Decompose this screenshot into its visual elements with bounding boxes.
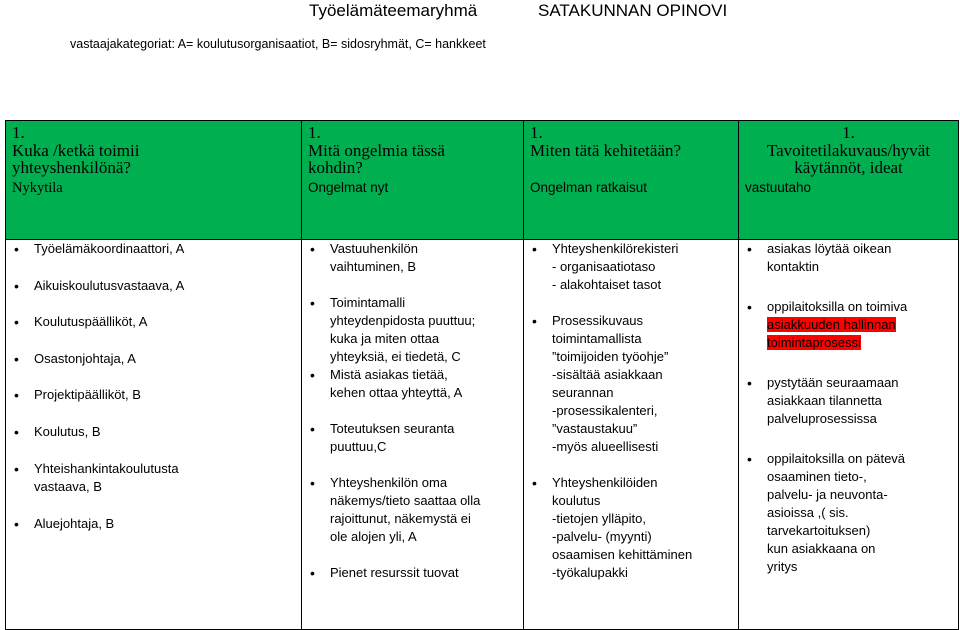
list-item <box>524 240 738 294</box>
list-item-text: Koulutus, B <box>34 424 101 439</box>
column-subheading: Ongelmat nyt <box>308 179 389 195</box>
list-item-text: Aikuiskoulutusvastaava, A <box>34 277 185 293</box>
column-number: 1. <box>308 123 321 142</box>
list-item-text: oppilaitoksilla on pätevä osaaminen tieto-, palvelu- ja neuvonta- asioissa ,( sis. tarvekartoituksen) kun asiakkaana on yritys <box>767 451 906 574</box>
column-number: 1. <box>530 123 543 142</box>
bullet-icon: • <box>14 241 19 257</box>
list-item <box>302 474 523 546</box>
bullet-icon: • <box>532 475 537 491</box>
list-item-text: asiakas löytää oikean kontaktin <box>767 241 892 274</box>
list-item <box>6 277 301 295</box>
list-item-text: Yhteishankintakoulutusta vastaava, B <box>34 460 179 494</box>
list-item-text: Projektipäälliköt, B <box>34 387 141 402</box>
page-title-right: SATAKUNNAN OPINOVI <box>538 1 728 20</box>
column-header-problems <box>302 121 524 240</box>
bullet-icon: • <box>310 421 315 437</box>
bullet-icon: • <box>14 460 19 477</box>
theme-table <box>5 120 959 630</box>
bullet-icon: • <box>310 295 315 311</box>
list-item <box>524 312 738 456</box>
bullet-icon: • <box>310 241 315 257</box>
list-item <box>6 515 301 533</box>
list-item <box>6 350 301 368</box>
bullet-icon: • <box>14 424 19 440</box>
bullet-icon: • <box>14 314 19 330</box>
bullet-icon: • <box>14 515 19 532</box>
header-row <box>6 121 959 240</box>
column-heading: Kuka /ketkä toimii yhteyshenkilönä? <box>12 140 140 177</box>
list-item-text: Yhteyshenkilön oma näkemys/tieto saattaa olla rajoittunut, näkemystä ei ole alojen yli, A <box>330 475 481 544</box>
bullet-icon: • <box>747 299 752 315</box>
list-item-text: Toteutuksen seuranta puuttuu,C <box>330 421 455 454</box>
list-item <box>524 474 738 582</box>
list-item <box>6 423 301 441</box>
bullet-icon: • <box>14 277 19 294</box>
column-subheading: Ongelman ratkaisut <box>530 180 648 195</box>
list-item-text: Pienet resurssit tuovat <box>330 565 459 580</box>
list-item-text: Koulutuspäälliköt, A <box>34 314 148 329</box>
list-item-text: pystytään seuraamaan asiakkaan tilannetta palveluprosessissa <box>767 375 899 426</box>
list-item-text: Aluejohtaja, B <box>34 515 115 531</box>
column-header-goals <box>739 121 959 240</box>
list-item <box>6 386 301 404</box>
bullet-icon: • <box>747 451 752 467</box>
list-item-text: Toimintamalli yhteydenpidosta puuttuu; kuka ja miten ottaa yhteyksiä, ei tiedetä, C <box>330 295 476 364</box>
column-subheading: Nykytila <box>12 179 63 196</box>
bullet-icon: • <box>14 350 19 367</box>
column-number: 1. <box>12 123 25 142</box>
bullet-icon: • <box>14 387 19 403</box>
list-item <box>739 374 958 428</box>
list-item-text: Osastonjohtaja, A <box>34 350 136 366</box>
column-heading: Miten tätä kehitetään? <box>530 140 682 160</box>
list-item-text: Työelämäkoordinaattori, A <box>34 241 185 256</box>
bullet-icon: • <box>310 475 315 491</box>
list-item <box>739 450 958 576</box>
list-item-text: Mistä asiakas tietää, kehen ottaa yhteyttä, A <box>330 367 463 400</box>
list-item <box>739 240 958 276</box>
bullet-icon: • <box>532 241 537 257</box>
column-number: 1. <box>842 123 855 142</box>
list-item-text: Yhteyshenkilörekisteri - organisaatiotaso - alakohtaiset tasot <box>552 241 679 292</box>
list-item <box>302 294 523 366</box>
column-heading: Tavoitetilakuvaus/hyvät käytännöt, ideat <box>766 140 931 177</box>
column-body-problems <box>302 240 524 630</box>
column-header-contact <box>6 121 302 240</box>
list-item <box>302 564 523 582</box>
list-item <box>302 420 523 456</box>
bullet-icon: • <box>310 565 315 581</box>
list-item <box>302 240 523 276</box>
page-title-left: Työelämäteemaryhmä <box>309 1 478 20</box>
column-body-solutions <box>524 240 739 630</box>
list-item <box>302 366 523 402</box>
list-item <box>6 460 301 496</box>
list-item <box>739 298 958 352</box>
bullet-icon: • <box>310 367 315 383</box>
column-heading: Mitä ongelmia tässä kohdin? <box>308 140 445 177</box>
bullet-icon: • <box>747 375 752 391</box>
list-item-text: Vastuuhenkilön vaihtuminen, B <box>330 241 418 274</box>
bullet-icon: • <box>747 241 752 257</box>
column-subheading: vastuutaho <box>745 179 812 195</box>
list-item-text: Yhteyshenkilöiden koulutus -tietojen ylläpito, -palvelu- (myynti) osaamisen kehittäminen -työkalupakki <box>552 475 693 580</box>
list-item <box>6 313 301 331</box>
content-row <box>6 240 959 630</box>
column-body-contact <box>6 240 302 630</box>
list-item-text: oppilaitoksilla on toimiva <box>767 299 908 314</box>
list-item <box>6 240 301 258</box>
bullet-icon: • <box>532 313 537 329</box>
list-item-text: Prosessikuvaus toimintamallista ”toimijoiden työohje” -sisältää asiakkaan seurannan -prosessikalenteri, ”vastaustakuu” -myös alueellisesti <box>552 313 669 454</box>
category-legend: vastaajakategoriat: A= koulutusorganisaatiot, B= sidosryhmät, C= hankkeet <box>70 37 486 51</box>
highlighted-text: asiakkuuden hallinnan toimintaprosessi <box>767 317 896 350</box>
column-body-goals <box>739 240 959 630</box>
column-header-solutions <box>524 121 739 240</box>
